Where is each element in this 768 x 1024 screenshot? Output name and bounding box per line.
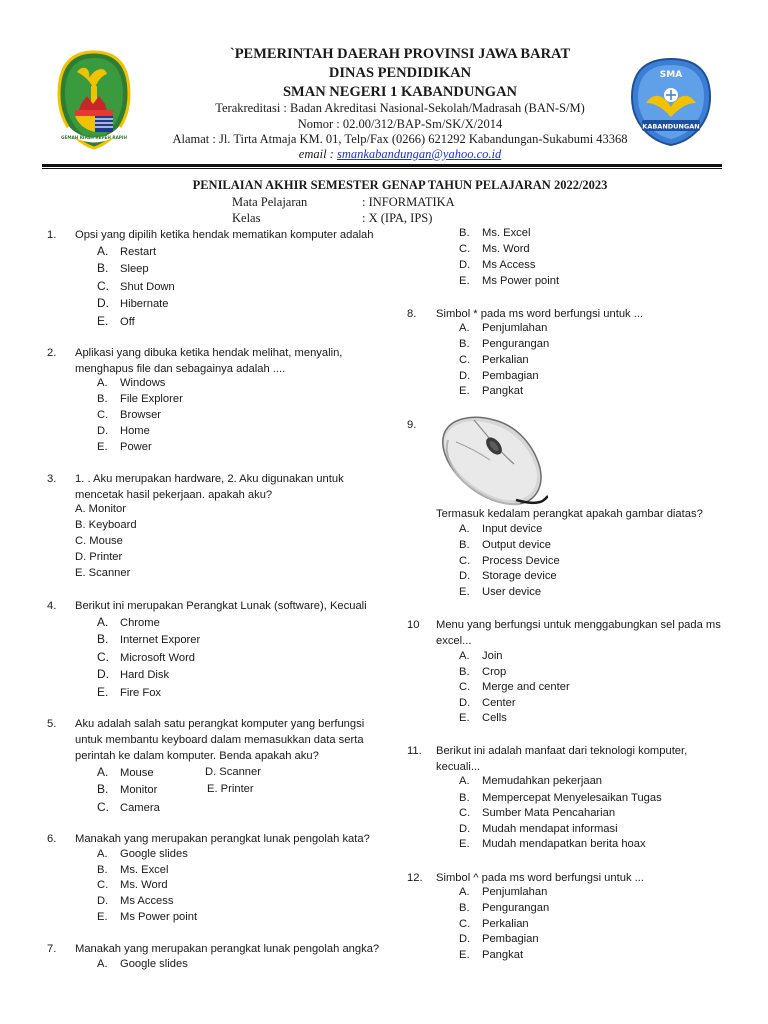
option-letter: B. (459, 792, 470, 804)
question-10-text-line-1: Menu yang berfungsi untuk menggabungkan sel pada ms (436, 619, 721, 631)
question-3-text-line-2: mencetak hasil pekerjaan. apakah aku? (75, 489, 273, 501)
option-letter: A. (459, 886, 470, 898)
question-2-option-c[interactable] (97, 409, 161, 421)
question-5-option-c[interactable] (97, 800, 160, 814)
option-letter: A. (97, 244, 109, 258)
option-letter: E. (459, 949, 470, 961)
email-link[interactable]: smankabandungan@yahoo.co.id (336, 147, 502, 161)
option-text: Camera (120, 802, 160, 814)
header-line-number: Nomor : 02.00/312/BAP-Sm/SK/X/2014 (297, 117, 503, 131)
question-8-option-b[interactable] (459, 338, 549, 350)
question-3-option-e[interactable]: E. Scanner (75, 567, 131, 579)
option-text: Google slides (120, 848, 188, 860)
question-2-option-d[interactable] (97, 425, 150, 437)
question-8-option-e[interactable] (459, 385, 523, 397)
question-8-option-d[interactable] (459, 370, 539, 382)
question-1-option-b[interactable] (97, 261, 149, 275)
option-letter: E. (459, 586, 470, 598)
option-text: File Explorer (120, 393, 183, 405)
question-6-option-a[interactable] (97, 848, 188, 860)
question-3-option-a[interactable]: A. Monitor (75, 503, 126, 515)
option-letter: C. (459, 243, 471, 255)
option-letter: A. (97, 615, 109, 629)
option-letter: B. (459, 338, 470, 350)
option-text: Monitor (120, 784, 158, 796)
option-letter: D. (97, 895, 109, 907)
option-letter: D. (459, 570, 471, 582)
header-line-accreditation: Terakreditasi : Badan Akreditasi Nasional-Sekolah/Madrasah (BAN-S/M) (215, 101, 585, 115)
option-letter: B. (459, 902, 470, 914)
option-text: Crop (482, 666, 507, 678)
option-letter: D. (97, 425, 109, 437)
class-value: : X (IPA, IPS) (362, 211, 433, 225)
emblem-sma-text: SMA (659, 70, 683, 80)
option-letter: B. (97, 782, 109, 796)
question-1-option-d[interactable] (97, 296, 169, 310)
option-text: Memudahkan pekerjaan (482, 775, 603, 787)
option-text: Pangkat (482, 385, 524, 397)
option-letter: C. (459, 807, 471, 819)
option-letter: B. (459, 666, 470, 678)
question-number: 1. (47, 229, 57, 241)
header-divider-thin (42, 168, 722, 169)
option-letter: C. (459, 918, 471, 930)
question-number: 4. (47, 600, 57, 612)
sma-school-emblem (630, 57, 712, 147)
question-9-option-a[interactable] (459, 523, 542, 535)
option-letter: A. (97, 958, 108, 970)
question-3-option-d[interactable]: D. Printer (75, 551, 123, 563)
question-12-option-e[interactable] (459, 949, 523, 961)
question-number: 6. (47, 833, 57, 845)
question-3-option-b[interactable]: B. Keyboard (75, 519, 137, 531)
question-4-option-e[interactable] (97, 685, 161, 699)
question-number: 8. (407, 308, 417, 320)
option-letter: D. (459, 697, 471, 709)
option-text: Shut Down (120, 281, 175, 293)
question-2-option-e[interactable] (97, 441, 152, 453)
option-letter: C. (459, 354, 471, 366)
question-1-option-e[interactable] (97, 314, 135, 328)
question-11-text-line-1: Berikut ini adalah manfaat dari teknologi komputer, (436, 745, 688, 757)
option-letter: E. (97, 911, 108, 923)
option-letter: E. (459, 275, 470, 287)
question-11-option-a[interactable] (459, 775, 602, 787)
option-letter: E. (97, 441, 108, 453)
option-letter: D. (97, 296, 109, 310)
question-10-option-a[interactable] (459, 650, 503, 662)
option-letter: A. (97, 377, 108, 389)
west-java-province-emblem (57, 50, 131, 150)
option-text: Pengurangan (482, 902, 550, 914)
question-1-text: Opsi yang dipilih ketika hendak mematikan komputer adalah (75, 229, 374, 241)
option-text: Restart (120, 246, 157, 258)
question-number: 2. (47, 347, 57, 359)
option-letter: E. (459, 385, 470, 397)
question-1-option-a[interactable] (97, 244, 156, 258)
question-2-text-line-2: menghapus file dan sebagainya adalah .... (75, 363, 286, 375)
option-letter: C. (97, 279, 109, 293)
option-text: Ms Power point (482, 275, 560, 287)
option-text: User device (482, 586, 542, 598)
question-4-option-a[interactable] (97, 615, 160, 629)
computer-mouse-image (436, 412, 548, 508)
option-text: Chrome (120, 617, 160, 629)
option-letter: A. (97, 848, 108, 860)
question-11-text-line-2: kecuali... (436, 761, 481, 773)
option-text: Pangkat (482, 949, 524, 961)
question-6-option-c[interactable] (97, 879, 168, 891)
question-10-text-line-2: excel... (436, 635, 472, 647)
question-6-option-e[interactable] (97, 911, 197, 923)
question-10-option-d[interactable] (459, 697, 516, 709)
question-5-option-a[interactable] (97, 765, 154, 779)
option-text: Penjumlahan (482, 322, 548, 334)
option-text: Ms. Excel (120, 864, 169, 876)
option-text: Microsoft Word (120, 652, 196, 664)
question-5-text-line-3: perintah ke dalam komputer. Benda apakah aku? (75, 750, 319, 762)
option-letter: C. (97, 800, 109, 814)
question-10-option-b[interactable] (459, 666, 506, 678)
question-10-option-e[interactable] (459, 712, 507, 724)
question-9-option-b[interactable] (459, 539, 551, 551)
header-divider-thick (42, 164, 722, 167)
question-number: 10 (407, 619, 420, 631)
letterhead (0, 0, 768, 170)
question-3-text-line-1: 1. . Aku merupakan hardware, 2. Aku digunakan untuk (75, 473, 344, 485)
option-letter: D. (459, 933, 471, 945)
exam-title: PENILAIAN AKHIR SEMESTER GENAP TAHUN PELAJARAN 2022/2023 (192, 178, 608, 192)
question-4-text: Berikut ini merupakan Perangkat Lunak (software), Kecuali (75, 600, 367, 612)
option-text: Browser (120, 409, 162, 421)
option-letter: D. (459, 259, 471, 271)
header-line-department: DINAS PENDIDIKAN (328, 65, 472, 81)
option-text: Pembagian (482, 370, 539, 382)
question-number: 9. (407, 419, 417, 431)
question-9-text: Termasuk kedalam perangkat apakah gambar diatas? (436, 508, 703, 520)
option-text: Ms. Word (482, 243, 530, 255)
option-letter: B. (459, 539, 470, 551)
option-text: Input device (482, 523, 543, 535)
question-6-text: Manakah yang merupakan perangkat lunak pengolah kata? (75, 833, 370, 845)
option-text: Mouse (120, 767, 154, 779)
question-7-option-b[interactable] (459, 227, 531, 239)
question-2-option-b[interactable] (97, 393, 183, 405)
question-4-option-d[interactable] (97, 667, 169, 681)
question-2-option-a[interactable] (97, 377, 165, 389)
option-letter: A. (459, 650, 470, 662)
option-text: Windows (120, 377, 166, 389)
option-letter: E. (459, 838, 470, 850)
subject-value: : INFORMATIKA (362, 195, 455, 209)
question-9-option-d[interactable] (459, 570, 557, 582)
option-text: Hard Disk (120, 669, 170, 681)
question-5-text-line-2: untuk membantu keyboard dalam memasukkan data serta (75, 734, 364, 746)
header-line-address: Alamat : Jl. Tirta Atmaja KM. 01, Telp/Fax (0266) 621292 Kabandungan-Sukabumi 43368 (172, 132, 628, 146)
option-text: Ms. Excel (482, 227, 531, 239)
question-12-text: Simbol ^ pada ms word berfungsi untuk ... (436, 872, 644, 884)
question-3-option-c[interactable]: C. Mouse (75, 535, 123, 547)
question-2-text-line-1: Aplikasi yang dibuka ketika hendak melihat, menyalin, (75, 347, 343, 359)
question-6-option-b[interactable] (97, 864, 169, 876)
question-12-option-b[interactable] (459, 902, 549, 914)
question-7-option-c[interactable] (459, 243, 530, 255)
question-12-option-a[interactable] (459, 886, 547, 898)
subject-row (232, 195, 455, 210)
option-letter: B. (97, 261, 109, 275)
option-text: Mudah mendapat informasi (482, 823, 618, 835)
option-text: Process Device (482, 555, 560, 567)
option-text: Sleep (120, 263, 149, 275)
option-letter: B. (97, 632, 109, 646)
option-letter: E. (459, 712, 470, 724)
question-5-option-e[interactable]: E. Printer (207, 783, 254, 795)
question-1-option-c[interactable] (97, 279, 175, 293)
option-text: Center (482, 697, 516, 709)
option-text: Power (120, 441, 152, 453)
question-11-option-b[interactable] (459, 792, 662, 804)
option-letter: D. (459, 823, 471, 835)
option-letter: D. (459, 370, 471, 382)
option-text: Ms Access (482, 259, 536, 271)
option-letter: C. (97, 409, 109, 421)
question-6-option-d[interactable] (97, 895, 173, 907)
option-text: Merge and center (482, 681, 570, 693)
emblem-school-name: KABANDUNGAN (642, 122, 700, 131)
question-number: 12. (407, 872, 423, 884)
option-text: Off (120, 316, 135, 328)
question-10-option-c[interactable] (459, 681, 570, 693)
question-12-option-c[interactable] (459, 918, 529, 930)
option-text: Ms. Word (120, 879, 168, 891)
question-4-option-b[interactable] (97, 632, 200, 646)
header-line-email (130, 147, 670, 162)
option-letter: B. (97, 864, 108, 876)
option-text: Storage device (482, 570, 557, 582)
question-number: 3. (47, 473, 57, 485)
class-row (232, 211, 432, 226)
header-line-school: SMAN NEGERI 1 KABANDUNGAN (282, 84, 518, 100)
option-letter: C. (97, 650, 109, 664)
option-text: Pembagian (482, 933, 539, 945)
question-11-option-c[interactable] (459, 807, 615, 819)
option-letter: A. (459, 523, 470, 535)
option-letter: E. (97, 685, 109, 699)
question-8-option-a[interactable] (459, 322, 547, 334)
question-7-option-d[interactable] (459, 259, 535, 271)
option-text: Google slides (120, 958, 188, 970)
header-line-government: `PEMERINTAH DAERAH PROVINSI JAWA BARAT (229, 46, 571, 62)
option-letter: E. (97, 314, 109, 328)
option-letter: C. (459, 681, 471, 693)
option-text: Sumber Mata Pencaharian (482, 807, 616, 819)
option-letter: C. (459, 555, 471, 567)
question-8-text: Simbol * pada ms word berfungsi untuk ... (436, 308, 644, 320)
email-label: email : (298, 147, 337, 161)
option-text: Hibernate (120, 298, 169, 310)
subject-label: Mata Pelajaran (232, 195, 308, 209)
question-4-option-c[interactable] (97, 650, 195, 664)
option-text: Internet Exporer (120, 634, 201, 646)
option-letter: D. (97, 667, 109, 681)
question-5-option-b[interactable] (97, 782, 157, 796)
class-label: Kelas (232, 211, 261, 225)
option-text: Output device (482, 539, 552, 551)
question-9-option-e[interactable] (459, 586, 541, 598)
option-text: Perkalian (482, 918, 529, 930)
option-text: Mempercepat Menyelesaikan Tugas (482, 792, 662, 804)
question-9-option-c[interactable] (459, 555, 560, 567)
option-text: Pengurangan (482, 338, 550, 350)
option-text: Ms Access (120, 895, 174, 907)
emblem-motto: GEMAH RIPAH REPEH RAPIH (61, 135, 127, 140)
question-number: 5. (47, 718, 57, 730)
question-7-text: Manakah yang merupakan perangkat lunak pengolah angka? (75, 943, 380, 955)
option-text: Mudah mendapatkan berita hoax (482, 838, 646, 850)
option-text: Home (120, 425, 150, 437)
question-7-option-a[interactable] (97, 958, 188, 970)
option-letter: A. (97, 765, 109, 779)
question-8-option-c[interactable] (459, 354, 529, 366)
option-letter: A. (459, 322, 470, 334)
question-12-option-d[interactable] (459, 933, 539, 945)
option-text: Join (482, 650, 503, 662)
question-5-text-line-1: Aku adalah salah satu perangkat komputer yang berfungsi (75, 718, 365, 730)
option-letter: A. (459, 775, 470, 787)
option-letter: B. (97, 393, 108, 405)
option-text: Fire Fox (120, 687, 162, 699)
question-number: 11. (407, 745, 422, 757)
question-11-option-e[interactable] (459, 838, 646, 850)
question-11-option-d[interactable] (459, 823, 618, 835)
option-text: Ms Power point (120, 911, 198, 923)
option-text: Cells (482, 712, 507, 724)
option-text: Perkalian (482, 354, 529, 366)
question-5-option-d[interactable]: D. Scanner (205, 766, 261, 778)
question-number: 7. (47, 943, 57, 955)
option-letter: C. (97, 879, 109, 891)
option-letter: B. (459, 227, 470, 239)
question-7-option-e[interactable] (459, 275, 559, 287)
option-text: Penjumlahan (482, 886, 548, 898)
